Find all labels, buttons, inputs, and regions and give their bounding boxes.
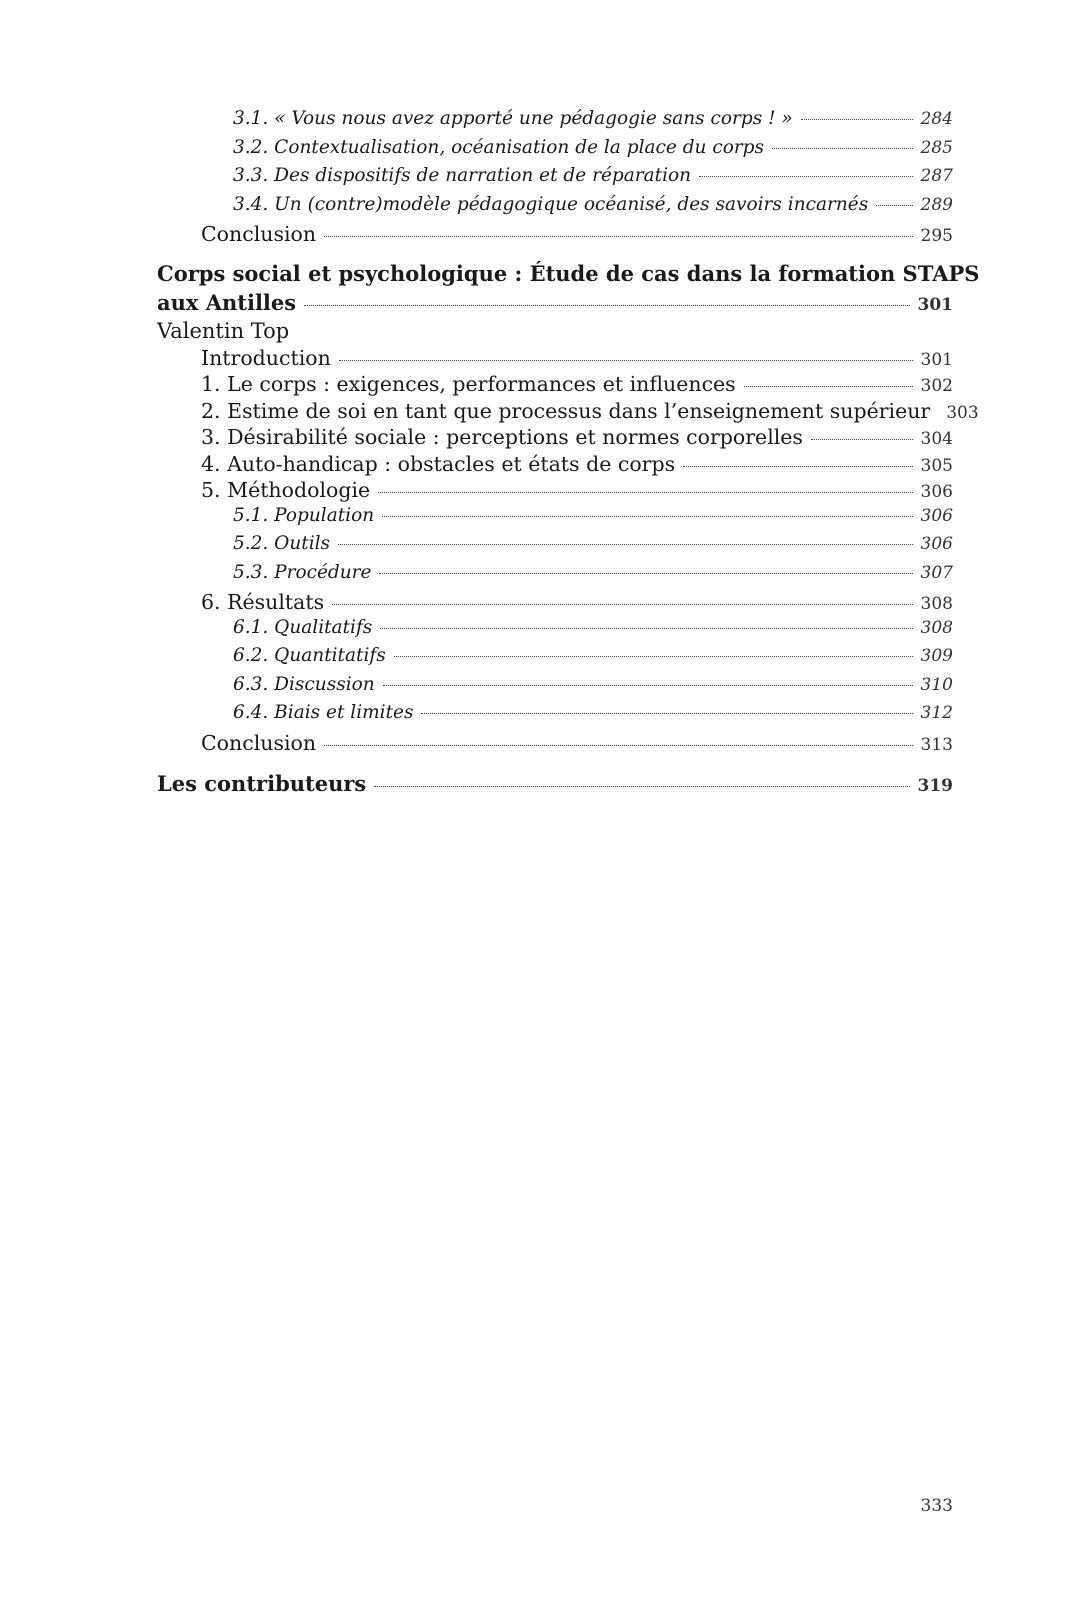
dot-leader xyxy=(339,359,913,361)
toc-section-list xyxy=(157,108,953,249)
chapter-title-continued: aux Antilles xyxy=(157,289,297,315)
toc-entry xyxy=(157,194,953,223)
toc-entry xyxy=(157,645,953,674)
page-number: 302 xyxy=(920,376,953,396)
dot-leader xyxy=(374,785,909,787)
page-number: 301 xyxy=(917,294,953,315)
page-number: 312 xyxy=(920,703,953,723)
page-number: 306 xyxy=(920,534,953,554)
entry-title: Conclusion xyxy=(201,730,317,755)
page-number: 309 xyxy=(920,646,953,666)
page-number: 308 xyxy=(920,594,953,614)
page-number: 284 xyxy=(920,109,953,129)
entry-title: 6. Résultats xyxy=(201,590,325,614)
dot-leader xyxy=(324,235,912,237)
entry-title: 1. Le corps : exigences, performances et influences xyxy=(201,372,736,396)
toc-entry xyxy=(157,137,953,166)
page-number: 303 xyxy=(946,402,979,423)
toc-entry xyxy=(157,505,953,534)
page-number: 319 xyxy=(917,776,953,796)
dot-leader xyxy=(383,684,913,686)
dot-leader xyxy=(380,627,912,629)
entry-title: 5.2. Outils xyxy=(233,533,331,554)
toc-entry xyxy=(157,425,953,452)
dot-leader xyxy=(699,175,913,177)
entry-title: 3.2. Contextualisation, océanisation de la place du corps xyxy=(233,136,765,158)
page-number: 310 xyxy=(920,674,953,695)
toc-entry xyxy=(157,452,953,479)
folio-page-number: 333 xyxy=(920,1496,953,1516)
toc-entry xyxy=(157,562,953,591)
dot-leader xyxy=(324,744,912,746)
entry-title: 5. Méthodologie xyxy=(201,478,371,502)
dot-leader xyxy=(379,572,912,574)
toc-entry xyxy=(157,346,953,373)
dot-leader xyxy=(382,515,912,517)
entry-title: 3. Désirabilité sociale : perceptions et normes corporelles xyxy=(201,425,803,449)
toc-entry xyxy=(157,398,979,426)
entry-title: 3.3. Des dispositifs de narration et de réparation xyxy=(233,165,692,186)
toc-chapter-list xyxy=(157,345,979,758)
entry-title: 6.4. Biais et limites xyxy=(233,702,414,723)
dot-leader xyxy=(378,491,912,493)
entry-title: Introduction xyxy=(201,345,331,370)
page-number: 308 xyxy=(920,617,953,638)
toc-entry xyxy=(157,165,953,194)
page-number: 301 xyxy=(920,349,953,370)
dot-leader xyxy=(338,543,913,545)
dot-leader xyxy=(744,385,913,387)
dot-leader xyxy=(811,438,913,440)
page-number: 306 xyxy=(920,482,953,502)
entry-title: 3.1. « Vous nous avez apporté une pédagogie sans corps ! » xyxy=(233,108,793,129)
page-number: 307 xyxy=(920,562,953,583)
page-number: 306 xyxy=(920,505,953,526)
page-number: 304 xyxy=(920,429,953,449)
dot-leader xyxy=(801,118,913,120)
entry-title: 5.1. Population xyxy=(233,504,375,526)
toc-entry-chapter xyxy=(157,290,953,319)
toc-entry xyxy=(157,222,953,249)
chapter-title: Corps social et psychologique : Étude de cas dans la formation STAPS xyxy=(157,260,980,286)
toc-entry-contributors xyxy=(157,771,953,801)
dot-leader xyxy=(421,712,912,714)
toc-entry xyxy=(157,617,953,646)
dot-leader xyxy=(304,304,909,306)
entry-title: 2. Estime de soi en tant que processus dans l’enseignement supérieur xyxy=(201,398,931,423)
toc-entry xyxy=(157,372,953,399)
dot-leader xyxy=(332,603,912,605)
page-number: 305 xyxy=(920,455,953,476)
entry-title: 6.2. Quantitatifs xyxy=(233,645,386,666)
chapter-title-line xyxy=(157,260,980,290)
dot-leader xyxy=(772,147,913,149)
contributors-title: Les contributeurs xyxy=(157,771,367,796)
dot-leader xyxy=(876,204,912,206)
chapter-author: Valentin Top xyxy=(157,318,290,343)
toc-entry xyxy=(157,590,953,617)
entry-title: 4. Auto-handicap : obstacles et états de corps xyxy=(201,451,676,476)
toc-entry xyxy=(157,674,953,703)
entry-title: 6.3. Discussion xyxy=(233,673,375,695)
entry-title: Conclusion xyxy=(201,222,317,246)
page-number: 313 xyxy=(920,734,953,755)
toc-entry xyxy=(157,731,953,758)
entry-title: 5.3. Procédure xyxy=(233,561,372,583)
toc-entry xyxy=(157,702,953,731)
page-number: 295 xyxy=(920,226,953,246)
toc-entry xyxy=(157,108,953,137)
page-number: 287 xyxy=(920,166,953,186)
dot-leader xyxy=(394,655,913,657)
page-number: 289 xyxy=(920,194,953,215)
table-of-contents xyxy=(157,108,980,801)
entry-title: 6.1. Qualitatifs xyxy=(233,616,373,638)
entry-title: 3.4. Un (contre)modèle pédagogique océanisé, des savoirs incarnés xyxy=(233,193,869,215)
page-number: 285 xyxy=(920,137,953,158)
toc-entry xyxy=(157,478,953,505)
toc-entry xyxy=(157,533,953,562)
dot-leader xyxy=(683,465,912,467)
